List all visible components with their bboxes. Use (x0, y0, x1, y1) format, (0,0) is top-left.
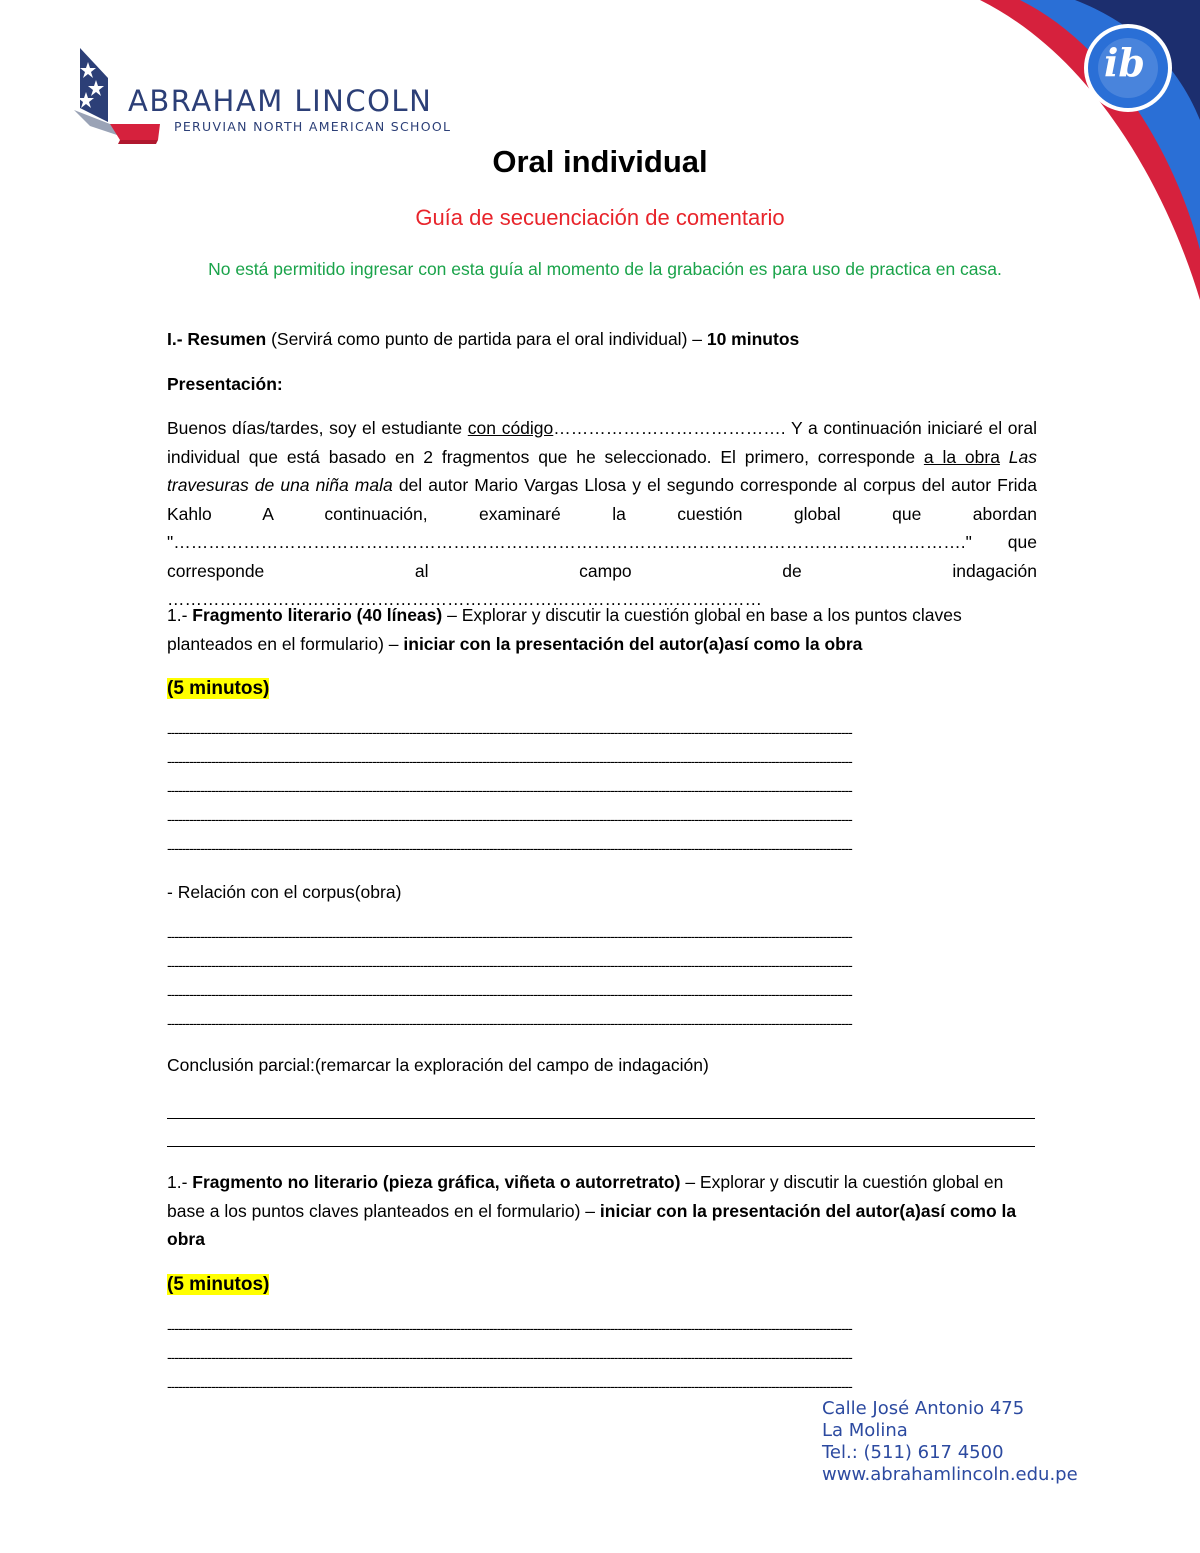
answer-rule (167, 1118, 1035, 1119)
frag2-heading (167, 1168, 1037, 1254)
frag1-bold: Fragmento literario (40 líneas) (192, 605, 443, 625)
page-subtitle: Guía de secuenciación de comentario (415, 205, 785, 230)
frag1-prefix: 1.- (167, 605, 193, 625)
answer-line: ------------------------------------------------------------------------------------------------------------------------------------------------------------------------------------------- (167, 724, 852, 740)
frag2-bold: Fragmento no literario (pieza gráfica, viñeta o autorretrato) (192, 1172, 681, 1192)
footer-phone: Tel.: (511) 617 4500 (822, 1442, 1004, 1463)
frag2-bold2: iniciar con la presentación del autor(a)así como la obra (167, 1200, 1017, 1249)
frag2-time (167, 1270, 1037, 1300)
school-subtitle: PERUVIAN NORTH AMERICAN SCHOOL (174, 119, 452, 134)
frag1-heading (167, 601, 1037, 658)
section-resumen-heading (167, 325, 1037, 354)
section-heading-bold: I.- Resumen (167, 329, 267, 349)
intro-part6: Las travesuras de una niña mala (167, 446, 1037, 495)
frag2-rest: – Explorar y discutir la cuestión global en base a los puntos claves planteados en el formulario) – (167, 1172, 1004, 1221)
answer-line: ------------------------------------------------------------------------------------------------------------------------------------------------------------------------------------------- (167, 986, 852, 1002)
intro-part7: del autor Mario Vargas Llosa y el segundo corresponde al corpus del autor Frida Kahlo A continuación, examinaré la cuestión global que abordan "………………………………………………………………………………………………………………………." que corresponde al campo de indagación ………………………………………………………………………………………… (167, 475, 1037, 609)
intro-part2: con código (467, 418, 554, 438)
relacion-label: - Relación con el corpus(obra) (167, 882, 402, 902)
frag2-time-highlight: (5 minutos) (167, 1274, 270, 1295)
answer-line: ------------------------------------------------------------------------------------------------------------------------------------------------------------------------------------------- (167, 840, 852, 856)
answer-line: ------------------------------------------------------------------------------------------------------------------------------------------------------------------------------------------- (167, 1378, 852, 1394)
school-name: ABRAHAM LINCOLN (128, 84, 433, 118)
footer-address: Calle José Antonio 475 (822, 1398, 1025, 1419)
intro-paragraph (167, 414, 1037, 614)
answer-line: ------------------------------------------------------------------------------------------------------------------------------------------------------------------------------------------- (167, 1349, 852, 1365)
frag1-rest: – Explorar y discutir la cuestión global en base a los puntos claves planteados en el formulario) – (167, 605, 962, 654)
intro-part3: …………………………………. Y a continuación iniciaré el oral individual que está basado en 2 fragmentos que he seleccionado. El primero, corresponde (167, 418, 1037, 467)
answer-rule (167, 1146, 1035, 1147)
frag1-time (167, 674, 1037, 704)
section-heading-time: 10 minutos (706, 329, 800, 349)
page-title: Oral individual (492, 144, 708, 179)
frag1-bold2: iniciar con la presentación del autor(a)así como la obra (403, 633, 863, 654)
conclusion-heading (167, 1051, 1037, 1080)
intro-part4: a la obra (923, 446, 1000, 467)
frag2-prefix: 1.- (167, 1172, 193, 1192)
ib-logo-icon: ib (1104, 40, 1146, 85)
footer-website-link[interactable]: www.abrahamlincoln.edu.pe (822, 1464, 1078, 1485)
answer-line: ------------------------------------------------------------------------------------------------------------------------------------------------------------------------------------------- (167, 811, 852, 827)
intro-part1: Buenos días/tardes, soy el estudiante (167, 418, 468, 438)
section-heading-rest: (Servirá como punto de partida para el oral individual) – (266, 329, 707, 349)
answer-line: ------------------------------------------------------------------------------------------------------------------------------------------------------------------------------------------- (167, 753, 852, 769)
answer-line: ------------------------------------------------------------------------------------------------------------------------------------------------------------------------------------------- (167, 928, 852, 944)
notice-text: No está permitido ingresar con esta guía al momento de la grabación es para uso de practica en casa. (208, 259, 1002, 279)
intro-part5 (1000, 447, 1009, 467)
conclusion-rest: (remarcar la exploración del campo de indagación) (314, 1055, 709, 1075)
frag1-time-highlight: (5 minutos) (167, 678, 270, 699)
answer-line: ------------------------------------------------------------------------------------------------------------------------------------------------------------------------------------------- (167, 1015, 852, 1031)
answer-line: ------------------------------------------------------------------------------------------------------------------------------------------------------------------------------------------- (167, 957, 852, 973)
answer-line: ------------------------------------------------------------------------------------------------------------------------------------------------------------------------------------------- (167, 782, 852, 798)
presentacion-label (167, 370, 1037, 399)
answer-line: ------------------------------------------------------------------------------------------------------------------------------------------------------------------------------------------- (167, 1320, 852, 1336)
conclusion-bold: Conclusión parcial: (167, 1055, 315, 1075)
footer-district: La Molina (822, 1420, 908, 1441)
presentacion-label-text: Presentación: (167, 374, 283, 394)
